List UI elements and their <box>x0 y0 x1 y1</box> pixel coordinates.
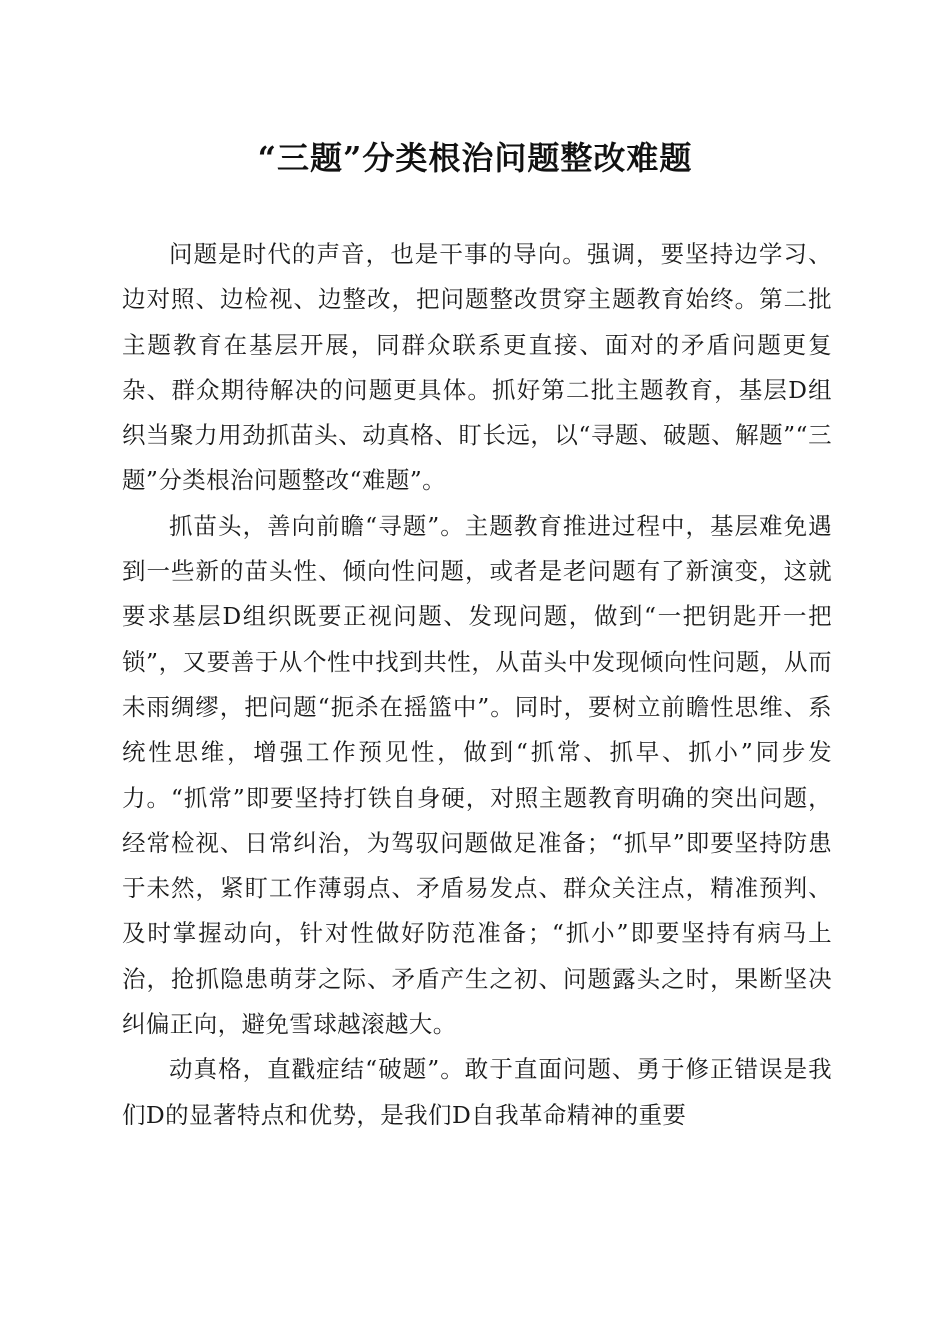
paragraph-break-problems: 动真格，直戳症结“破题”。敢于直面问题、勇于修正错误是我们D的显著特点和优势，是我们D自我革命精神的重要 <box>122 1055 832 1129</box>
document-title: “三题”分类根治问题整改难题 <box>257 139 693 177</box>
document-body <box>122 232 832 1138</box>
paragraph-find-problems: 抓苗头，善向前瞻“寻题”。主题教育推进过程中，基层难免遇到一些新的苗头性、倾向性问题，或者是老问题有了新演变，这就要求基层D组织既要正视问题、发现问题，做到“一把钥匙开一把锁”，又要善于从个性中找到共性，从苗头中发现倾向性问题，从而未雨绸缪，把问题“扼杀在摇篮中”。同时，要树立前瞻性思维、系统性思维，增强工作预见性，做到“抓常、抓早、抓小”同步发力。“抓常”即要坚持打铁自身硬，对照主题教育明确的突出问题，经常检视、日常纠治，为驾驭问题做足准备；“抓早”即要坚持防患于未然，紧盯工作薄弱点、矛盾易发点、群众关注点，精准预判、及时掌握动向，针对性做好防范准备；“抓小”即要坚持有病马上治，抢抓隐患萌芽之际、矛盾产生之初、问题露头之时，果断坚决纠偏正向，避免雪球越滚越大。 <box>122 511 832 1039</box>
paragraph-intro: 问题是时代的声音，也是干事的导向。强调，要坚持边学习、边对照、边检视、边整改，把问题整改贯穿主题教育始终。第二批主题教育在基层开展，同群众联系更直接、面对的矛盾问题更复杂、群众期待解决的问题更具体。抓好第二批主题教育，基层D组织当聚力用劲抓苗头、动真格、盯长远，以“寻题、破题、解题”“三题”分类根治问题整改“难题”。 <box>122 240 832 495</box>
